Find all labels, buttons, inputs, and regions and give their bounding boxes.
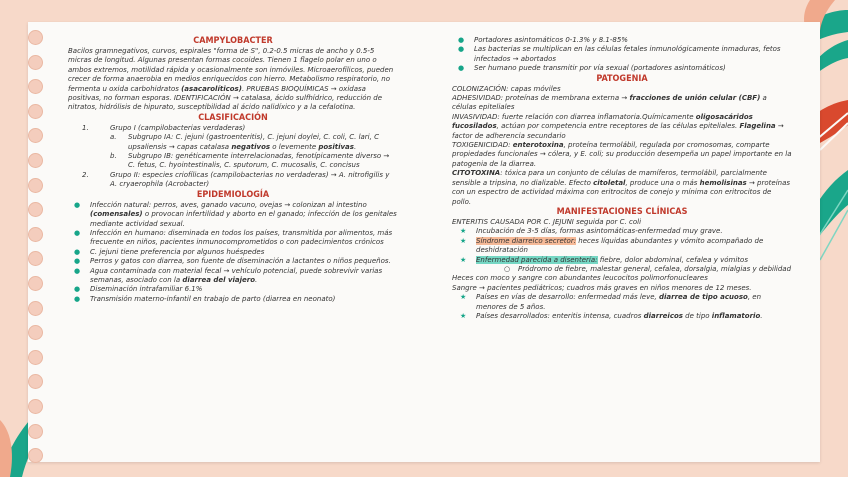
list-text: Las bacterias se multiplican en las células fetales inmunológicamente inmaduras, fetos infectados → abortados (474, 45, 781, 63)
bold-term: citoletal (593, 178, 626, 187)
sub-letter: b. (110, 152, 117, 161)
bullet-dot-icon: ● (74, 228, 81, 237)
list-text: Grupo I (campilobacterias verdaderas) (110, 123, 246, 132)
bold-term: (comensales) (90, 210, 143, 219)
bullet-dot-icon: ● (74, 285, 81, 294)
sangre-text: Sangre → pacientes pediátricos; cuadros más graves en niños menores de 12 meses. (452, 283, 752, 292)
binder-hole-icon (28, 227, 43, 242)
adhesividad-label: ADHESIVIDAD: proteínas de membrana externa → (452, 94, 630, 103)
sub-text-a-mid: o levemente (270, 142, 319, 151)
star-bullet-icon: ★ (460, 311, 467, 320)
list-item (68, 229, 398, 248)
star-bullet-icon: ★ (460, 236, 467, 245)
sub-list-item (68, 133, 398, 152)
binder-holes (24, 30, 48, 473)
bold-term: enterotoxina (512, 141, 564, 150)
invasividad-mid: , actúan por competencia entre receptores de las células epiteliales. (496, 122, 740, 131)
binder-hole-icon (28, 325, 43, 340)
toxigenicidad-text (452, 141, 792, 169)
invasividad-end: → factor de adherencia secundario (452, 122, 784, 140)
list-text-rest: heces líquidas abundantes y vómito acompañado de deshidratación (476, 236, 764, 255)
sub-text: Subgrupo IB: genéticamente interrelacionadas, fenotípicamente diverso → C. fetus, C. hyointestinalis, C. sputorum, C. mucosalis, C. concisus (128, 152, 390, 170)
bullet-dot-icon: ● (74, 294, 81, 303)
bold-term: fracciones de unión celular (CBF) (629, 94, 761, 103)
desarrollados-mid: de tipo (682, 311, 712, 320)
bullet-dot-icon: ● (74, 200, 81, 209)
bold-term: CITOTOXINA (452, 169, 501, 178)
list-item (68, 201, 398, 229)
epi-text-5: Agua contaminada con material fecal → vehículo potencial, puede sobrevivir varias semanas, asociado con la (90, 266, 383, 284)
sub-letter: a. (110, 133, 117, 142)
bold-term: positivas (318, 142, 354, 151)
intro-text-2: . PRUEBAS BIOQUÍMICAS → oxidasa positivas, no forman esporas. IDENTIFICACIÓN → catalasa, ácido sulfhídrico, reducción de nitratos, hidrólisis de hipurato, susceptibilidad al ácido nalidíxico y a la cefalotina. (68, 84, 383, 112)
bullet-dot-icon: ● (74, 266, 81, 275)
bold-term: Flagelina (739, 122, 776, 131)
list-item (68, 295, 398, 304)
list-text (90, 267, 398, 286)
intro-paragraph (68, 47, 398, 113)
list-text: Grupo II: especies criofílicas (campilobacterias no verdaderas) → A. nitrofigilis y A. cryaerophila (Acrobacter) (110, 170, 390, 189)
binder-hole-icon (28, 374, 43, 389)
binder-hole-icon (28, 202, 43, 217)
sub-list-item (68, 152, 398, 171)
list-text: Transmisión materno-infantil en trabajo de parto (diarrea en neonato) (90, 294, 336, 303)
bold-term: oligosacáridos fucosilados (452, 112, 753, 131)
bullet-dot-icon: ● (458, 45, 465, 54)
list-text: C. jejuni tiene preferencia por algunos huéspedes (90, 247, 265, 256)
list-item (68, 171, 398, 190)
bold-term: hemolisinas (699, 178, 747, 187)
list-text: Ser humano puede transmitir por vía sexual (portadores asintomáticos) (474, 64, 726, 73)
toxigenicidad-label: TOXIGENICIDAD: (452, 141, 513, 150)
heading-manifestaciones: MANIFESTACIONES CLÍNICAS (556, 206, 688, 217)
list-text (476, 293, 792, 312)
bullet-dot-icon: ● (458, 36, 465, 44)
highlight-term: Síndrome diarreico secretor: (476, 236, 577, 245)
binder-hole-icon (28, 153, 43, 168)
list-text (476, 256, 748, 265)
bullet-dot-icon: ● (74, 247, 81, 256)
list-item (452, 293, 792, 312)
binder-hole-icon (28, 424, 43, 439)
binder-hole-icon (28, 399, 43, 414)
citotoxina-mid2: , produce una o más (625, 178, 700, 187)
binder-hole-icon (28, 30, 43, 45)
star-bullet-icon: ★ (460, 227, 467, 236)
list-item (452, 64, 792, 73)
heading-clasificacion: CLASIFICACIÓN (198, 112, 268, 123)
highlight-term: Enfermedad parecida a disentería: (476, 255, 598, 264)
desarrollados-text: Países desarrollados: enteritis intensa, cuadros (476, 311, 644, 320)
bold-term: negativos (231, 142, 271, 151)
adhesividad-text (452, 94, 792, 113)
star-bullet-icon: ★ (460, 293, 467, 302)
epi-text-1-end: o provocan infertilidad y aborto en el ganado; infección de los genitales mediante actividad sexual. (90, 210, 397, 228)
circle-bullet-icon: ○ (504, 264, 511, 273)
list-item (68, 257, 398, 266)
list-text: Diseminación intrafamiliar 6.1% (90, 285, 203, 294)
bold-term: diarrea de tipo acuoso (659, 293, 748, 302)
bullet-dot-icon: ● (74, 257, 81, 266)
list-item (452, 227, 792, 236)
binder-hole-icon (28, 301, 43, 316)
list-text (476, 312, 762, 321)
enteritis-text: ENTERITIS CAUSADA POR C. JEJUNI seguida por C. coli (452, 217, 642, 226)
list-item (68, 124, 398, 133)
bullet-dot-icon: ● (458, 64, 465, 73)
desarrollados-end: . (760, 311, 763, 320)
list-item (452, 36, 792, 45)
heading-epidemiologia: EPIDEMIOLOGÍA (196, 189, 270, 200)
list-text: Infección en humano: diseminada en todos los países, transmitida por alimentos, más frecuente en niños, pacientes inmunocomprometidos o con padecimientos crónicos (90, 228, 393, 247)
left-column (68, 36, 398, 304)
list-item (68, 248, 398, 257)
list-item (68, 285, 398, 294)
list-item (68, 267, 398, 286)
list-text (90, 201, 398, 229)
list-text: Portadores asintomáticos 0-1.3% y 8.1-85% (474, 36, 628, 44)
binder-hole-icon (28, 251, 43, 266)
binder-hole-icon (28, 104, 43, 119)
star-bullet-icon: ★ (460, 255, 467, 264)
notebook-page (28, 22, 820, 462)
list-text (476, 237, 792, 256)
sub-list-item (452, 265, 792, 274)
intro-text: Bacilos gramnegativos, curvos, espirales "forma de S", 0.2-0.5 micras de ancho y 0.5-5 micras de longitud. Algunas presentan formas cocoides. Tienen 1 flagelo polar en uno o ambos extremos, motilidad rápida y ocasionalmente son inmóviles. Microaerofílicos, pueden crecer de forma anaerobia en medios enriquecidos con hierro. Metabolismo respiratorio, no fermenta u oxida carbohidratos (68, 47, 394, 93)
list-text: Pródromo de fiebre, malestar general, cefalea, dorsalgia, mialgias y debilidad (518, 264, 792, 273)
sub-text-a: Subgrupo IA: C. jejuni (gastroenteritis), C. jejuni doylei, C. coli, C. lari, C upsaliensis → capas catalasa (128, 133, 379, 151)
list-text: Perros y gatos con diarrea, son fuente de diseminación a lactantes o niños pequeños. (90, 257, 391, 266)
invasividad-text (452, 113, 792, 141)
list-text: Incubación de 3-5 días, formas asintomáticas-enfermedad muy grave. (476, 227, 723, 236)
heading-patogenia: PATOGENIA (596, 73, 648, 84)
heces-text: Heces con moco y sangre con abundantes leucocitos polimorfonucleares (452, 274, 708, 283)
list-text-rest: fiebre, dolor abdominal, cefalea y vómitos (597, 255, 748, 264)
binder-hole-icon (28, 55, 43, 70)
list-number: 1. (82, 123, 89, 132)
citotoxina-end: → proteínas con un espectro de actividad máxima con eritrocitos de conejo y mínima con eritrocitos de pollo. (452, 178, 791, 206)
citotoxina-mid: : tóxica para un conjunto de células de mamíferos, termolábil, parcialmente sensible a tripsina, no dializable. Efecto (452, 169, 767, 187)
invasividad-label: INVASIVIDAD: fuerte relación con diarrea inflamatoria.Químicamente (452, 112, 696, 121)
sub-text (128, 133, 398, 152)
list-number: 2. (82, 170, 89, 179)
bold-term: inflamatorio (711, 311, 761, 320)
citotoxina-text (452, 169, 792, 207)
binder-hole-icon (28, 448, 43, 463)
intro-bold: (asacarolíticos) (181, 84, 242, 93)
heading-campylobacter: CAMPYLOBACTER (193, 36, 273, 46)
binder-hole-icon (28, 178, 43, 193)
bold-term: diarreicos (643, 311, 683, 320)
epi-text-1: Infección natural: perros, aves, ganado vacuno, ovejas → colonizan al intestino (90, 200, 367, 209)
binder-hole-icon (28, 276, 43, 291)
list-item (452, 256, 792, 265)
list-item (452, 45, 792, 64)
list-item (452, 312, 792, 321)
binder-hole-icon (28, 79, 43, 94)
list-item (452, 237, 792, 256)
bold-term: diarrea del viajero (182, 275, 256, 284)
sub-text-a-end: . (353, 142, 357, 151)
epi-text-5-end: . (255, 275, 258, 284)
right-column (452, 36, 792, 321)
colonizacion-text: COLONIZACIÓN: capas móviles (452, 84, 561, 93)
binder-hole-icon (28, 350, 43, 365)
paises-text: Países en vías de desarrollo: enfermedad más leve, (476, 293, 660, 302)
binder-hole-icon (28, 128, 43, 143)
paises-text-end: , en menores de 5 años. (476, 293, 762, 311)
adhesividad-end: a células epiteliales (452, 94, 767, 112)
toxigenicidad-end: , proteína termolábil, regulada por cromosomas, comparte propiedades funcionales → cólera, y E. coli; su producción desempeña un papel importante en la patogenia de la diarrea. (452, 141, 792, 168)
